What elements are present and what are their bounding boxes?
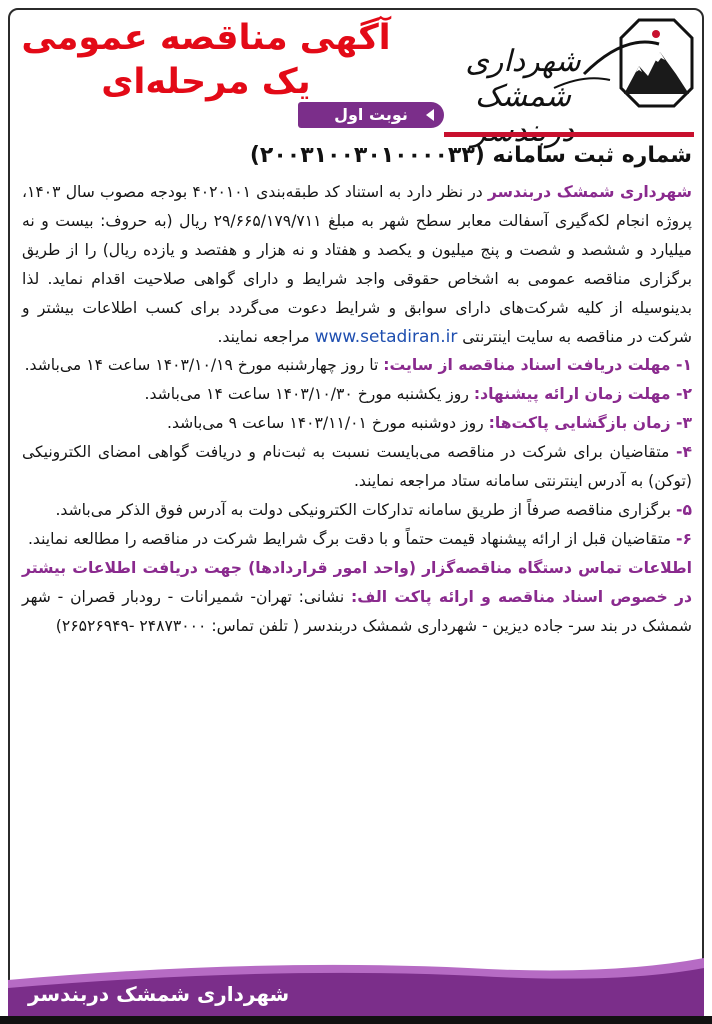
contact-label: اطلاعات تماس دستگاه مناقصه‌گزار (واحد امور قراردادها) جهت دریافت اطلاعات بیشتر در خصوص اسناد مناقصه و ارائه پاکت الف:	[22, 558, 692, 606]
list-item	[22, 525, 692, 554]
round-badge	[298, 102, 444, 128]
item-label: ۱- مهلت دریافت اسناد مناقصه از سایت:	[383, 356, 692, 375]
bottom-strip	[0, 1016, 712, 1024]
intro-text: در نظر دارد به استناد کد طبقه‌بندی ۴۰۲۰۱۰۱ بودجه مصوب سال ۱۴۰۳، پروژه انجام لکه‌گیری آسفالت معابر سطح شهر به مبلغ ۲۹/۶۶۵/۱۷۹/۷۱۱ ریال (به حروف: بیست و نه میلیارد و ششصد و شصت و پنج میلیون و یکصد و هفتاد و نه هزار و هفتصد و یازده ریال) را از طریق برگزاری مناقصه عمومی به اشخاص حقوقی واجد شرایط و دارای گواهی صلاحیت اقدام نماید. لذا بدینوسیله از کلیه شرکت‌های دارای سوابق و شرایط دعوت می‌گردد برای کسب اطلاعات بیشتر و شرکت در مناقصه به سایت اینترنتی	[22, 183, 693, 346]
logo-underline	[444, 132, 694, 137]
item-label: ۶-	[675, 529, 692, 548]
list-item	[22, 438, 692, 496]
website-link[interactable]: www.setadiran.ir	[314, 326, 458, 347]
badge-label: نوبت اول	[334, 105, 408, 124]
badge-arrow-icon	[426, 109, 434, 121]
list-item	[22, 496, 692, 525]
list-item	[22, 380, 692, 409]
item-label: ۵-	[675, 500, 692, 519]
intro-text-end: مراجعه نمایند.	[217, 327, 315, 346]
contact-text: نشانی: تهران- شمیرانات - رودبار قصران - شهر شمشک در بند سر- جاده دیزین - شهرداری شمشک دربندسر ( تلفن تماس: ۲۴۸۷۳۰۰۰ -۲۶۵۲۶۹۴۹)	[22, 587, 692, 635]
item-text: متقاضیان برای شرکت در مناقصه می‌بایست نسبت به ثبت‌نام و دریافت گواهی امضای الکترونیکی (توکن) به آدرس اینترنتی سامانه ستاد مراجعه نمایند.	[22, 443, 692, 491]
item-label: ۴-	[675, 443, 692, 462]
logo-caption: شهرداری شمشک	[465, 44, 581, 114]
item-text: برگزاری مناقصه صرفاً از طریق سامانه تدارکات الکترونیکی دولت به آدرس فوق الذکر می‌باشد.	[55, 500, 676, 519]
contact-paragraph	[22, 554, 692, 641]
item-text: متقاضیان قبل از ارائه پیشنهاد قیمت حتماً و با دقت برگ شرایط شرکت در مناقصه را مطالعه نمایند.	[27, 529, 676, 548]
intro-paragraph	[22, 178, 692, 351]
registration-number: شماره ثبت سامانه (۲۰۰۳۱۰۰۳۰۱۰۰۰۰۳۳)	[249, 143, 692, 168]
item-text: تا روز چهارشنبه مورخ ۱۴۰۳/۱۰/۱۹ ساعت ۱۴ می‌باشد.	[24, 356, 384, 375]
notice-body	[22, 178, 692, 641]
municipality-logo	[434, 14, 694, 132]
item-text: روز دوشنبه مورخ ۱۴۰۳/۱۱/۰۱ ساعت ۹ می‌باشد.	[166, 414, 489, 433]
footer-organization: شهرداری شمشک دربندسر	[28, 982, 290, 1006]
item-text: روز یکشنبه مورخ ۱۴۰۳/۱۰/۳۰ ساعت ۱۴ می‌باشد.	[144, 385, 474, 404]
notice-title: آگهی مناقصه عمومی	[21, 18, 391, 58]
list-item	[22, 351, 692, 380]
list-item	[22, 409, 692, 438]
organization-name: شهرداری شمشک دربندسر	[487, 183, 692, 201]
item-label: ۳- زمان بازگشایی پاکت‌ها:	[488, 414, 692, 433]
notice-subtitle: یک مرحله‌ای	[101, 62, 311, 102]
item-label: ۲- مهلت زمان ارائه پیشنهاد:	[473, 385, 692, 404]
